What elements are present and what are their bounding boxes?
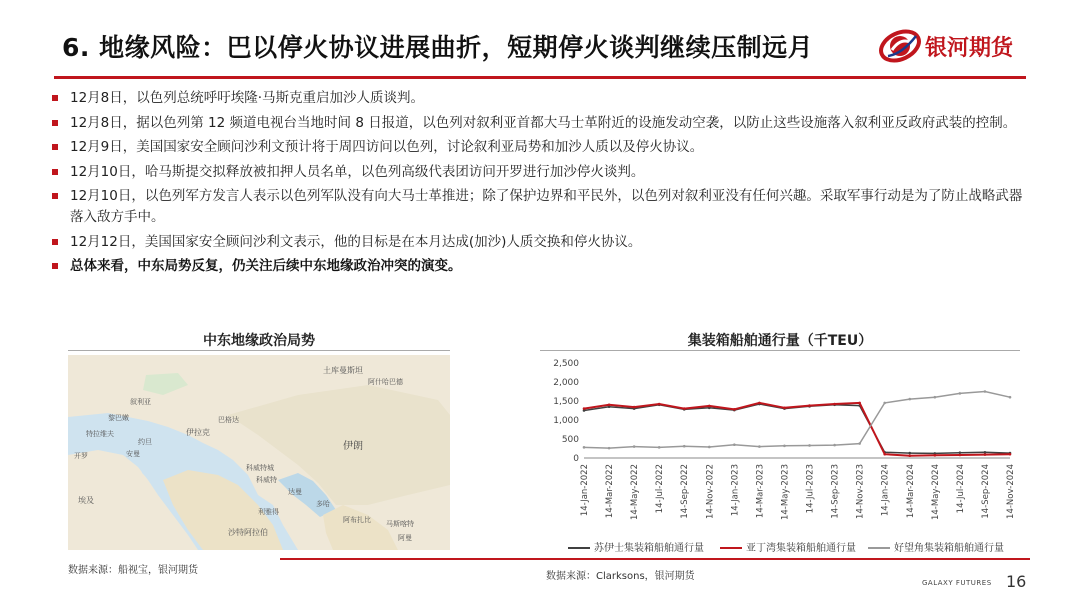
- data-point: [1009, 396, 1012, 399]
- map-label: 马斯喀特: [386, 520, 414, 528]
- data-point: [959, 451, 962, 454]
- x-tick-label: 14-Jul-2023: [805, 464, 816, 514]
- bullet-item: [52, 186, 1032, 228]
- data-point: [633, 406, 636, 409]
- data-point: [934, 396, 937, 399]
- y-tick-label: 2,000: [553, 378, 579, 388]
- data-point: [959, 392, 962, 395]
- map-label: 黎巴嫩: [108, 414, 129, 422]
- x-tick-label: 14-Sep-2023: [830, 464, 841, 519]
- legend-item-suez: [568, 539, 704, 555]
- x-tick-label: 14-Nov-2024: [1006, 464, 1016, 519]
- map-label: 约旦: [138, 438, 152, 446]
- data-point: [908, 454, 911, 457]
- map-label: 特拉维夫: [86, 430, 114, 438]
- logo-text: 银河期货: [925, 36, 1014, 61]
- traffic-line-chart: [540, 355, 1020, 560]
- chart-panel-title: 集装箱船舶通行量（千TEU）: [687, 333, 873, 349]
- bullet-text: 12月8日，据以色列第 12 频道电视台当地时间 8 日报道，以色列对叙利亚首都大马士革附近的设施发动空袭，以防止这些设施落入叙利亚反政府武装的控制。: [70, 114, 1017, 131]
- x-tick-label: 14-Jan-2024: [880, 464, 891, 517]
- bullet-marker: [52, 95, 58, 101]
- data-point: [758, 402, 761, 405]
- bullet-marker: [52, 193, 58, 199]
- data-point: [683, 407, 686, 410]
- x-tick-label: 14-Jan-2023: [730, 464, 741, 517]
- bullet-marker: [52, 239, 58, 245]
- map-label: 安曼: [126, 450, 140, 458]
- data-point: [808, 404, 811, 407]
- map-panel-title: 中东地缘政治局势: [203, 333, 315, 349]
- data-point: [608, 404, 611, 407]
- x-tick-label: 14-May-2023: [780, 464, 791, 521]
- bullet-marker: [52, 169, 58, 175]
- y-tick-label: 1,000: [553, 416, 579, 426]
- legend-item-cape: [868, 539, 1004, 555]
- data-point: [959, 454, 962, 457]
- data-point: [883, 453, 886, 456]
- bullet-item-summary: [52, 256, 1032, 277]
- x-tick-label: 14-May-2022: [630, 464, 641, 521]
- data-point: [783, 407, 786, 410]
- data-point: [583, 446, 586, 449]
- map-label: 伊拉克: [186, 428, 210, 437]
- page-number: 16: [1006, 572, 1027, 591]
- bullet-list: [52, 88, 1032, 281]
- data-point: [608, 447, 611, 450]
- bullet-item: [52, 137, 1032, 158]
- data-point: [984, 390, 987, 393]
- series-line: [584, 392, 1010, 449]
- legend-label: 亚丁湾集装箱船舶通行量: [746, 543, 856, 554]
- map-label: 叙利亚: [130, 398, 151, 406]
- data-point: [708, 405, 711, 408]
- data-point: [758, 445, 761, 448]
- data-point: [833, 403, 836, 406]
- data-point: [1009, 453, 1012, 456]
- map-source: 数据来源：船视宝，银河期货: [68, 565, 198, 576]
- x-tick-label: 14-Sep-2022: [680, 464, 691, 519]
- y-tick-label: 0: [573, 454, 579, 464]
- data-point: [934, 454, 937, 457]
- map-label: 埃及: [78, 496, 94, 505]
- data-point: [908, 452, 911, 455]
- data-point: [658, 446, 661, 449]
- legend-label: 苏伊士集装箱船舶通行量: [594, 543, 704, 554]
- chart-panel-divider: [540, 350, 1020, 351]
- data-point: [858, 442, 861, 445]
- x-tick-label: 14-Jul-2024: [955, 464, 966, 514]
- y-tick-label: 1,500: [553, 397, 579, 407]
- data-point: [883, 402, 886, 405]
- bullet-item: [52, 88, 1032, 109]
- map-label: 科威特城: [246, 464, 274, 472]
- page-title: 6. 地缘风险：巴以停火协议进展曲折，短期停火谈判继续压制远月: [62, 33, 814, 62]
- map-label: 利雅得: [258, 508, 279, 516]
- x-tick-label: 14-Mar-2023: [755, 464, 766, 519]
- map-label: 土库曼斯坦: [323, 366, 363, 375]
- map-label: 达曼: [288, 488, 302, 496]
- map-label: 科威特: [256, 476, 277, 484]
- map-label: 巴格达: [218, 416, 239, 424]
- bullet-text: 12月12日，美国国家安全顾问沙利文表示，他的目标是在本月达成(加沙)人质交换和停火协议。: [70, 233, 642, 250]
- brand-logo: [878, 24, 1038, 68]
- map-label: 多哈: [316, 500, 330, 508]
- map-label: 阿什哈巴德: [368, 378, 403, 386]
- title-divider: [54, 76, 1026, 79]
- data-point: [783, 445, 786, 448]
- x-tick-label: 14-May-2024: [930, 464, 941, 521]
- data-point: [984, 453, 987, 456]
- data-point: [633, 445, 636, 448]
- legend-swatch: [568, 547, 590, 549]
- x-tick-label: 14-Sep-2024: [980, 464, 991, 519]
- footer-brand: GALAXY FUTURES: [922, 579, 992, 587]
- legend-swatch: [868, 547, 890, 549]
- galaxy-logo-icon: [878, 24, 922, 68]
- legend-swatch: [720, 547, 742, 549]
- map-label: 阿布扎比: [343, 516, 371, 524]
- map-label: 伊朗: [343, 441, 363, 452]
- x-tick-label: 14-Mar-2022: [605, 464, 616, 519]
- bullet-marker: [52, 120, 58, 126]
- data-point: [658, 403, 661, 406]
- legend-label: 好望角集装箱船舶通行量: [894, 543, 1004, 554]
- bullet-text: 12月10日，哈马斯提交拟释放被扣押人员名单，以色列高级代表团访问开罗进行加沙停火谈判。: [70, 163, 645, 180]
- footer-divider: [280, 558, 1030, 560]
- bullet-item: [52, 162, 1032, 183]
- data-point: [683, 445, 686, 448]
- x-tick-label: 14-Jan-2022: [580, 464, 590, 517]
- map-label: 开罗: [74, 452, 88, 460]
- data-point: [858, 402, 861, 405]
- bullet-text: 12月10日，以色列军方发言人表示以色列军队没有向大马士革推进；除了保护边界和平民外，以色列对叙利亚没有任何兴趣。采取军事行动是为了防止战略武器落入敌方手中。: [70, 188, 1023, 225]
- chart-source: 数据来源：Clarksons，银河期货: [546, 571, 695, 582]
- bullet-text: 12月8日，以色列总统呼吁埃隆·马斯克重启加沙人质谈判。: [70, 90, 425, 106]
- bullet-item: [52, 113, 1032, 134]
- map-label: 沙特阿拉伯: [228, 528, 268, 537]
- data-point: [808, 444, 811, 447]
- legend-item-aden: [720, 539, 856, 555]
- data-point: [984, 451, 987, 454]
- x-tick-label: 14-Nov-2022: [705, 464, 716, 519]
- data-point: [733, 443, 736, 446]
- y-tick-label: 500: [561, 435, 579, 445]
- bullet-item: [52, 232, 1032, 253]
- bullet-marker: [52, 263, 58, 269]
- bullet-text: 总体来看，中东局势反复，仍关注后续中东地缘政治冲突的演变。: [70, 258, 462, 274]
- x-tick-label: 14-Mar-2024: [905, 464, 916, 519]
- data-point: [583, 407, 586, 410]
- data-point: [708, 446, 711, 449]
- x-tick-label: 14-Jul-2022: [655, 464, 666, 514]
- map-panel-divider: [68, 350, 450, 351]
- bullet-text: 12月9日，美国国家安全顾问沙利文预计将于周四访问以色列，讨论叙利亚局势和加沙人质以及停火协议。: [70, 139, 704, 155]
- data-point: [908, 398, 911, 401]
- data-point: [833, 444, 836, 447]
- data-point: [733, 408, 736, 411]
- middle-east-map: [68, 355, 450, 550]
- y-tick-label: 2,500: [553, 359, 579, 369]
- bullet-marker: [52, 144, 58, 150]
- map-label: 阿曼: [398, 534, 412, 542]
- x-tick-label: 14-Nov-2023: [855, 464, 866, 519]
